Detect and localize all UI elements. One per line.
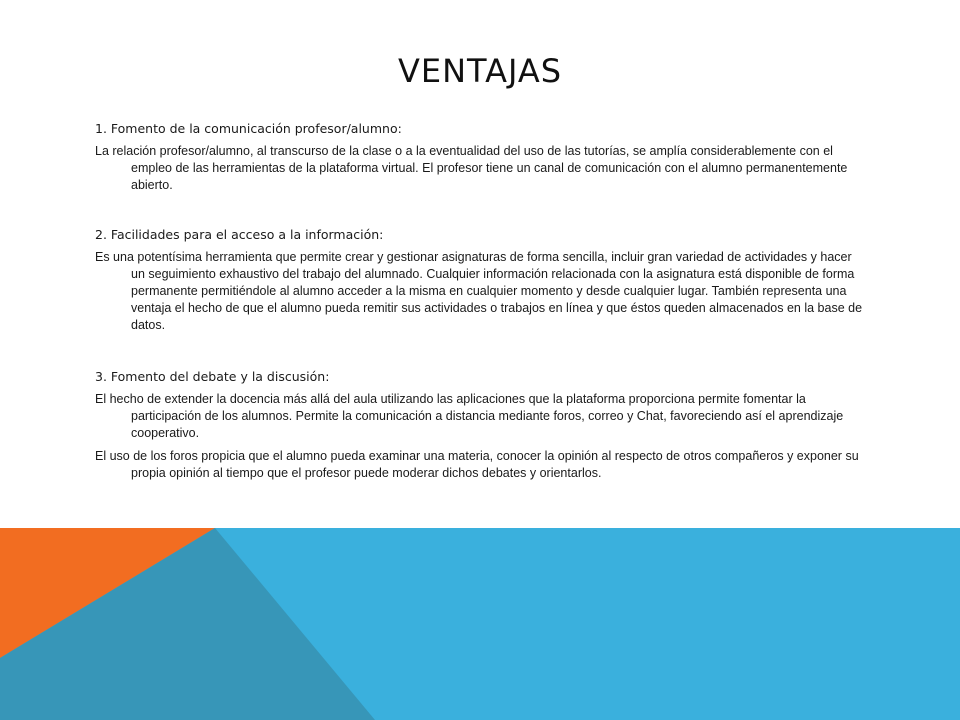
- section-2-paragraph-1: Es una potentísima herramienta que permite crear y gestionar asignaturas de forma sencilla, incluir gran variedad de actividades y hacer un seguimiento exhaustivo del trabajo del alumnado. Cualquier información relacionada con la asignatura está disponible de forma permanente permitiéndole al alumno acceder a la misma en cualquier momento y desde cualquier lugar. También representa una ventaja el hecho de que el alumno pueda remitir sus actividades o trabajos en línea y que éstos queden almacenados en la base de datos.: [95, 250, 863, 332]
- section-1-paragraph-1: La relación profesor/alumno, al transcurso de la clase o a la eventualidad del uso de las tutorías, se amplía considerablemente con el empleo de las herramientas de la plataforma virtual. El profesor tiene un canal de comunicación con el alumno permanentemente abierto.: [95, 144, 848, 192]
- footer-shapes: [0, 528, 960, 720]
- section-heading-1: 1. Fomento de la comunicación profesor/alumno:: [95, 121, 402, 136]
- slide-title: VENTAJAS: [397, 52, 563, 90]
- slide-body: [95, 120, 865, 488]
- section-3-paragraph-2: El uso de los foros propicia que el alumno pueda examinar una materia, conocer la opinión al respecto de otros compañeros y exponer su propia opinión al tiempo que el profesor puede moderar dichos debates y orientarlos.: [95, 449, 859, 480]
- section-heading-2: 2. Facilidades para el acceso a la información:: [95, 227, 384, 242]
- section-heading-3: 3. Fomento del debate y la discusión:: [95, 369, 330, 384]
- section-3-paragraph-1: El hecho de extender la docencia más allá del aula utilizando las aplicaciones que la plataforma proporciona permite fomentar la participación de los alumnos. Permite la comunicación a distancia mediante foros, correo y Chat, favoreciendo así el aprendizaje cooperativo.: [95, 392, 844, 440]
- decorative-footer-band: [0, 528, 960, 720]
